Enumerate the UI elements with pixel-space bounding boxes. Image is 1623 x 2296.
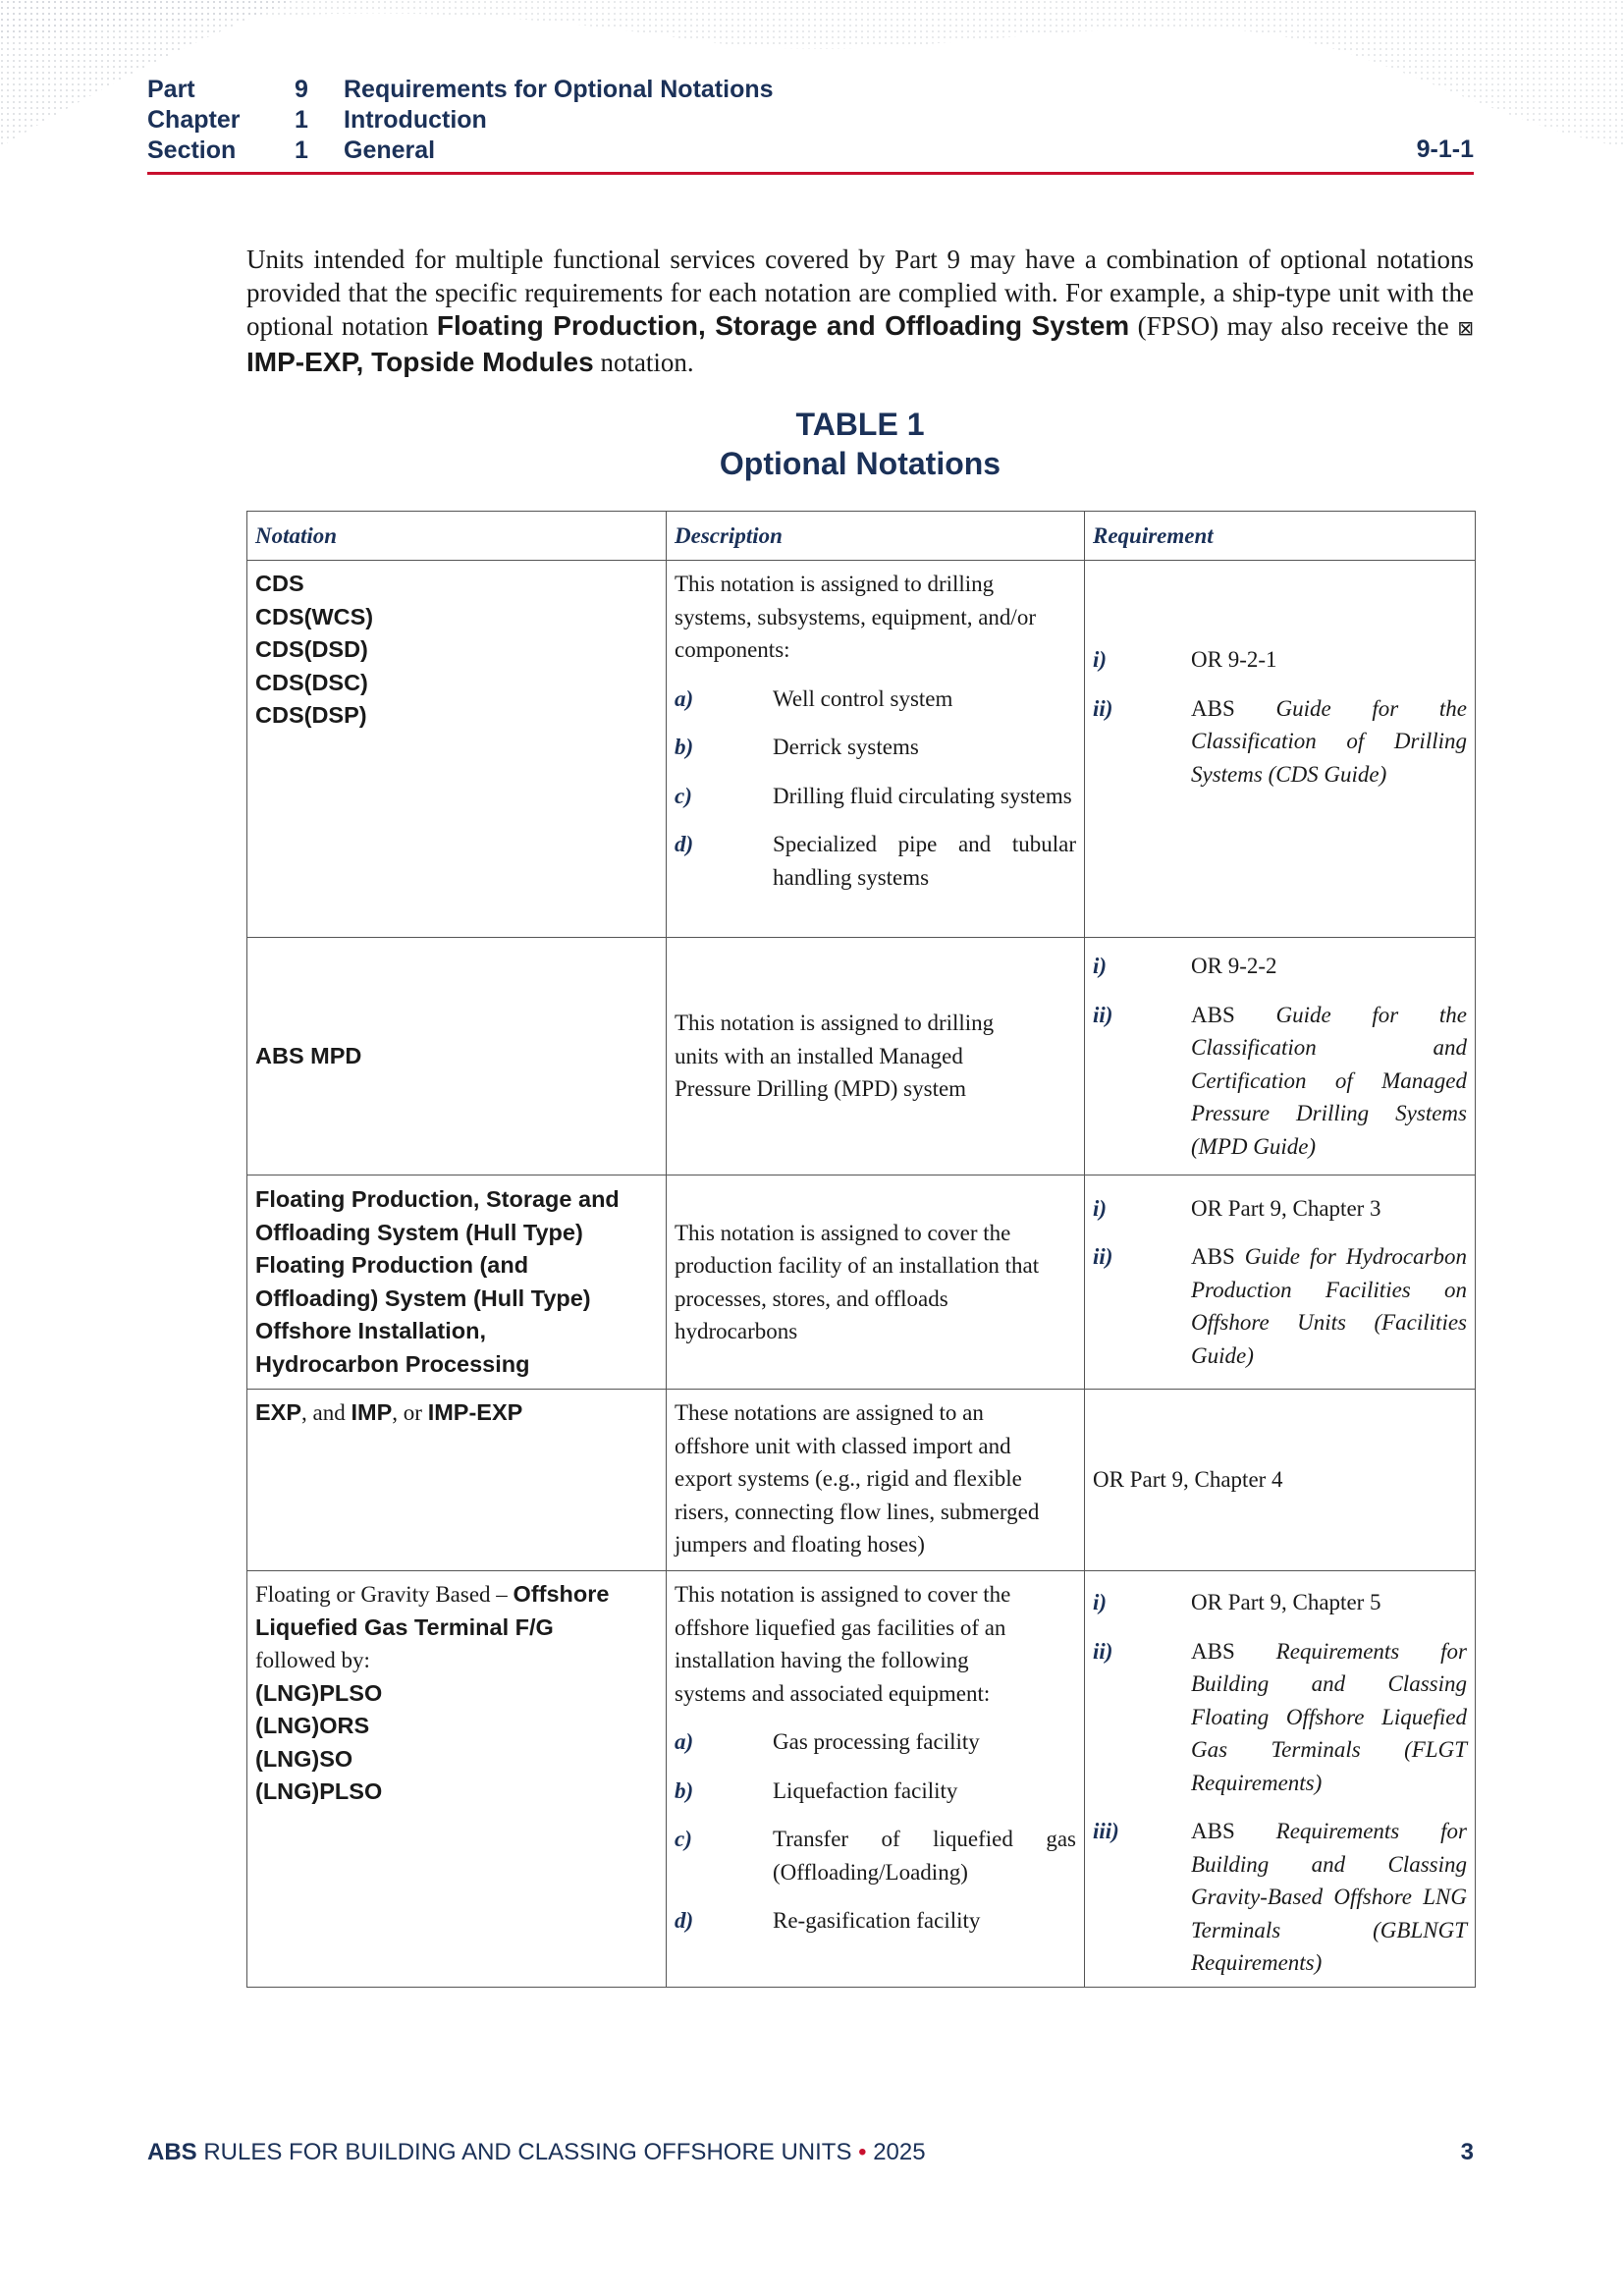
maltese-cross-icon: ⊠ [1457,316,1474,340]
requirement-cell [1085,1390,1476,1571]
list-marker: ii) [1093,1638,1113,1664]
list-text: Liquefaction facility [773,1777,958,1803]
list-marker: ii) [1093,1002,1113,1027]
intro-text-3: notation. [593,347,694,377]
header-requirement: Requirement [1085,512,1476,561]
notation-text: Hydrocarbon Processing [255,1350,530,1377]
list-text: Well control system [773,685,953,711]
notation-text: (LNG)ORS [255,1713,370,1738]
description-text: processes, stores, and offloads [675,1285,948,1311]
list-marker: a) [675,1729,694,1754]
list-text: Re-gasification facility [773,1908,981,1933]
header-section-label: Section [147,137,237,164]
requirement-cell [1085,938,1476,1175]
description-cell [667,561,1085,938]
list-marker: b) [675,735,694,759]
description-text: This notation is assigned to cover the [675,1220,1011,1245]
requirement-text [1191,1240,1467,1372]
table-title: Optional Notations [719,446,1001,481]
list-marker: i) [1093,647,1108,672]
description-text: export systems (e.g., rigid and flexible [675,1466,1022,1491]
list-marker: d) [675,832,694,856]
requirement-item [1093,950,1467,983]
list-item [675,1725,1076,1759]
requirement-text: OR Part 9, Chapter 4 [1093,1467,1283,1493]
notation-text: CDS [255,571,304,596]
notation-text: CDS(DSP) [255,702,367,728]
header-chapter-number: 1 [295,106,308,134]
requirement-item [1093,1240,1467,1372]
notation-followed-by: followed by: [255,1648,370,1672]
description-text: units with an installed Managed [675,1043,963,1068]
notation-imp-exp: IMP-EXP [427,1399,523,1425]
description-text: installation having the following [675,1648,969,1672]
requirement-cell [1085,1571,1476,1988]
notation-prefix: Floating or Gravity Based – [255,1582,514,1607]
table-row [247,1390,1476,1571]
requirement-ref: ABS [1191,695,1276,721]
requirement-ref: ABS [1191,1002,1276,1027]
list-item [675,828,1076,894]
requirement-ref: OR 9-2-1 [1191,647,1277,672]
list-marker: i) [1093,1590,1108,1614]
description-text: This notation is assigned to cover the [675,1582,1011,1607]
page-header [147,75,1474,166]
notation-text: Offshore Installation, [255,1318,487,1343]
requirement-guide-title: Guide for Hydrocarbon Production Facilities on Offshore Units (Facilities Guide) [1191,1244,1468,1368]
requirement-item [1093,1815,1467,1980]
requirement-item [1093,643,1467,677]
requirement-guide-title: Guide for the Classification and Certification of Managed Pressure Drilling Systems (MPD Guide) [1191,1002,1467,1159]
notation-cell [247,1390,667,1571]
requirement-text: OR 9-2-2 [1191,954,1277,978]
requirement-guide-title: Requirements for Building and Classing Floating Offshore Liquefied Gas Terminals (FLGT Requirements) [1191,1638,1467,1795]
list-marker: ii) [1093,695,1113,721]
list-item [675,731,1076,764]
header-chapter-row [147,105,1474,136]
requirement-item [1093,1586,1467,1619]
description-cell [667,938,1085,1175]
page-footer [147,2139,1474,2166]
notation-connector: , or [392,1400,428,1425]
list-item [675,1775,1076,1808]
description-text: systems and associated equipment: [675,1680,991,1706]
notation-exp: EXP [255,1399,302,1425]
notation-text: ABS MPD [255,1042,362,1068]
requirement-text: OR Part 9, Chapter 3 [1191,1195,1381,1221]
list-marker: a) [675,685,694,711]
description-text: jumpers and floating hoses) [675,1532,925,1557]
requirement-text [1191,692,1467,792]
description-text: This notation is assigned to drilling [675,1011,995,1036]
list-marker: b) [675,1777,694,1803]
section-code: 9-1-1 [1416,136,1474,163]
requirement-item [1093,999,1467,1164]
description-text: offshore liquefied gas facilities of an [675,1614,1006,1640]
requirement-text: OR Part 9, Chapter 5 [1191,1590,1381,1614]
notation-text: (LNG)SO [255,1745,353,1772]
list-marker: c) [675,1827,692,1851]
list-marker: i) [1093,1195,1108,1221]
page-number: 3 [1460,2139,1474,2165]
table-row [247,1175,1476,1390]
notation-text: (LNG)PLSO [255,1778,383,1804]
requirement-ref: ABS [1191,1819,1276,1843]
header-chapter-label: Chapter [147,106,241,134]
requirement-cell [1085,1175,1476,1390]
notation-text: CDS(DSD) [255,636,368,662]
table-row [247,561,1476,938]
notation-text: (LNG)PLSO [255,1679,383,1706]
notation-text [255,1396,658,1430]
list-marker: ii) [1093,1244,1113,1270]
header-part-number: 9 [295,76,308,103]
list-marker: c) [675,783,692,808]
notation-cell [247,1175,667,1390]
notation-text: Floating Production (and [255,1252,529,1278]
requirement-text [1191,999,1467,1164]
description-cell [667,1571,1085,1988]
header-section-title: General [344,137,436,164]
header-section-number: 1 [295,137,308,164]
intro-text-1: Units intended for multiple functional services covered by Part 9 may have a combination of optional notations provided that the specific requirements for each notation are complied with. For example, a ship-type unit with the optional notation [246,245,1474,341]
header-chapter-title: Introduction [344,106,487,134]
header-part-title: Requirements for Optional Notations [344,76,774,103]
notation-text: Offloading System (Hull Type) [255,1219,583,1245]
notation-text [255,1578,658,1612]
header-divider [147,172,1474,175]
list-text: Transfer of liquefied gas (Offloading/Loading) [773,1827,1076,1885]
requirement-ref: ABS [1191,1638,1276,1664]
list-marker: i) [1093,954,1108,978]
description-intro [675,1578,1076,1710]
table-row [247,1571,1476,1988]
list-text: Gas processing facility [773,1729,980,1754]
requirement-item [1093,692,1467,792]
intro-imp-exp-notation: IMP-EXP, Topside Modules [246,346,594,377]
requirement-guide-title: Requirements for Building and Classing Gravity-Based Offshore LNG Terminals (GBLNGT Requirements) [1191,1819,1467,1975]
footer-bullet: • [858,2139,867,2165]
intro-fpso-notation: Floating Production, Storage and Offloading System [436,310,1130,341]
description-text: production facility of an installation that [675,1253,1040,1278]
list-item [675,683,1076,716]
notation-bold: Offshore [513,1581,610,1607]
description-text: risers, connecting flow lines, submerged [675,1499,1040,1524]
header-notation: Notation [247,512,667,561]
description-text: These notations are assigned to an [675,1400,984,1425]
header-part-row [147,75,1474,105]
notation-text: Liquefied Gas Terminal F/G [255,1613,554,1640]
notation-text: CDS(WCS) [255,603,374,629]
description-text: hydrocarbons [675,1319,798,1343]
header-description: Description [667,512,1085,561]
table-row [247,938,1476,1175]
requirement-cell [1085,561,1476,938]
description-text: Pressure Drilling (MPD) system [675,1076,967,1102]
description-text: offshore unit with classed import and [675,1433,1011,1458]
notation-connector: , and [301,1400,352,1425]
header-part-label: Part [147,76,195,103]
requirement-item [1093,1192,1467,1226]
notation-cell [247,938,667,1175]
list-item [675,1904,1076,1938]
description-cell [667,1175,1085,1390]
table-caption [246,405,1474,483]
requirement-text [1191,1635,1467,1800]
description-cell [667,1390,1085,1571]
notation-imp: IMP [351,1399,393,1425]
header-section-row [147,136,1474,166]
list-text: Derrick systems [773,735,919,759]
notation-text: Offloading) System (Hull Type) [255,1285,591,1311]
list-marker: iii) [1093,1819,1119,1843]
notation-cell [247,1571,667,1988]
notation-text: Floating Production, Storage and [255,1186,620,1212]
requirement-ref: ABS [1191,1244,1245,1270]
intro-paragraph [246,244,1474,379]
footer-brand: ABS [147,2139,197,2165]
list-marker: d) [675,1908,694,1933]
table-number: TABLE 1 [795,407,925,442]
table-header-row [247,512,1476,561]
requirement-text [1191,1815,1467,1980]
notation-cell [247,561,667,938]
optional-notations-table [246,511,1476,1988]
list-item [675,780,1076,813]
list-text: Specialized pipe and tubular handling systems [773,832,1076,890]
requirement-guide-title: Guide for the Classification of Drilling Systems (CDS Guide) [1191,695,1467,787]
notation-text: CDS(DSC) [255,669,368,695]
intro-text-2: (FPSO) may also receive the [1129,311,1458,341]
footer-title: RULES FOR BUILDING AND CLASSING OFFSHORE UNITS [196,2139,859,2165]
requirement-item [1093,1635,1467,1800]
footer-year: 2025 [866,2139,926,2165]
requirement-text [1191,643,1467,677]
description-text: This notation is assigned to drilling systems, subsystems, equipment, and/or components: [675,572,1036,662]
list-item [675,1823,1076,1888]
list-text: Drilling fluid circulating systems [773,783,1072,808]
